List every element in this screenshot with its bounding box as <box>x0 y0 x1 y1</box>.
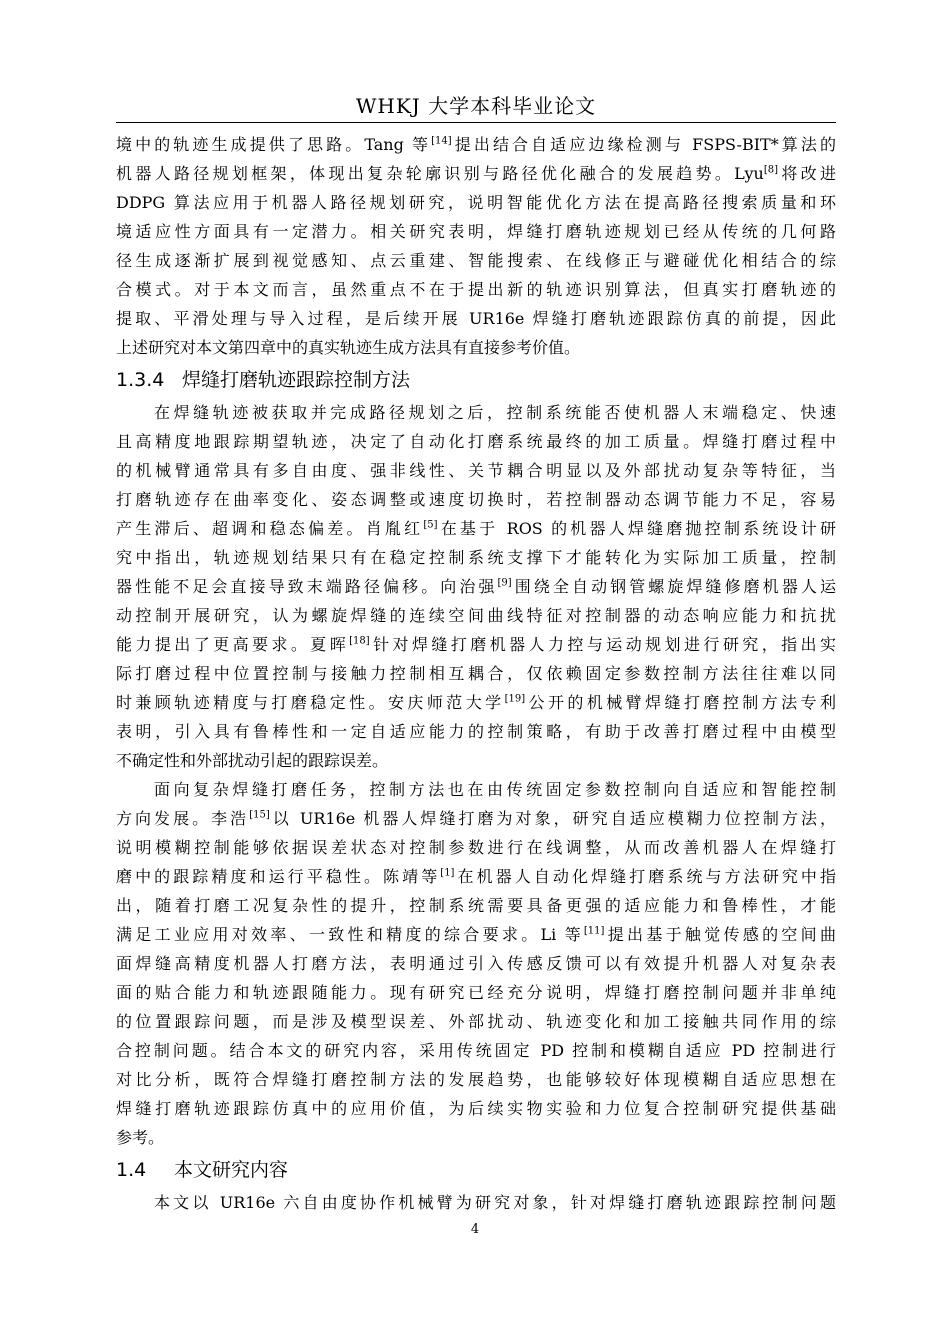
text-line: 径生成逐渐扩展到视觉感知、点云重建、智能搜索、在线修正与避碰优化相结合的综 <box>116 251 836 270</box>
citation-marker: [9] <box>497 577 512 589</box>
heading-number: 1.4 <box>116 1159 147 1181</box>
citation-marker: [19] <box>504 693 526 705</box>
text-line: 究中指出，轨迹规划结果只有在稳定控制系统支撑下才能转化为实际加工质量，控制 <box>116 548 836 567</box>
text-line: 时兼顾轨迹精度与打磨稳定性。安庆师范大学[19]公开的机械臂焊缝打磨控制方法专利 <box>116 693 836 712</box>
paragraph-1 <box>116 130 836 362</box>
text-line: 不确定性和外部扰动引起的跟踪误差。 <box>116 751 389 770</box>
text-line: 打磨轨迹存在曲率变化、姿态调整或速度切换时，若控制器动态调节能力不足，容易 <box>116 490 836 509</box>
text-line: 面向复杂焊缝打磨任务，控制方法也在由传统固定参数控制向自适应和智能控制 <box>154 780 836 799</box>
text-line: 合模式。对于本文而言，虽然重点不在于提出新的轨迹识别算法，但真实打磨轨迹的 <box>116 280 836 299</box>
text-line: 且高精度地跟踪期望轨迹，决定了自动化打磨系统最终的加工质量。焊缝打磨过程中 <box>116 432 836 451</box>
text-line: 出，随着打磨工况复杂性的提升，控制系统需要具备更强的适应能力和鲁棒性，才能 <box>116 896 836 915</box>
heading-number: 1.3.4 <box>116 369 165 391</box>
text-line: 说明模糊控制能够依据误差状态对控制参数进行在线调整，从而改善机器人在焊缝打 <box>116 838 836 857</box>
text-line: 的位置跟踪问题，而是涉及模型误差、外部扰动、轨迹变化和加工接触共同作用的综 <box>116 1012 836 1031</box>
text-line: 器性能不足会直接导致末端路径偏移。向治强[9]围绕全自动钢管螺旋焊缝修磨机器人运 <box>116 577 836 596</box>
text-line: 参考。 <box>116 1128 165 1147</box>
text-line: 合控制问题。结合本文的研究内容，采用传统固定 PD 控制和模糊自适应 PD 控制进行 <box>116 1041 836 1060</box>
text-line: 动控制开展研究，认为螺旋焊缝的连续空间曲线特征对控制器的动态响应能力和抗扰 <box>116 606 836 625</box>
citation-marker: [18] <box>349 635 370 647</box>
text-line: 产生滞后、超调和稳态偏差。肖胤红[5]在基于 ROS 的机器人焊缝磨抛控制系统设计研 <box>116 519 836 538</box>
paragraph-2 <box>116 398 836 775</box>
running-header: WHKJ 大学本科毕业论文 <box>355 94 597 118</box>
page-number: 4 <box>470 1222 480 1237</box>
text-line: DDPG 算法应用于机器人路径规划研究，说明智能优化方法在提高路径搜索质量和环 <box>116 193 836 212</box>
citation-marker: [14] <box>431 135 452 147</box>
text-line: 面焊缝高精度机器人打磨方法，表明通过引入传感反馈可以有效提升机器人对复杂表 <box>116 954 836 973</box>
text-line: 提取、平滑处理与导入过程，是后续开展 UR16e 焊缝打磨轨迹跟踪仿真的前提，因此 <box>116 309 836 328</box>
text-line: 的机械臂通常具有多自由度、强非线性、关节耦合明显以及外部扰动复杂等特征，当 <box>116 461 836 480</box>
text-line: 磨中的跟踪精度和运行平稳性。陈靖等[1]在机器人自动化焊缝打磨系统与方法研究中指 <box>116 867 836 886</box>
text-line: 方向发展。李浩[15]以 UR16e 机器人焊缝打磨为对象，研究自适应模糊力位控制方法， <box>116 809 836 828</box>
heading-title: 焊缝打磨轨迹跟踪控制方法 <box>182 369 411 391</box>
text-line: 本文以 UR16e 六自由度协作机械臂为研究对象，针对焊缝打磨轨迹跟踪控制问题 <box>154 1193 836 1212</box>
text-line: 能力提出了更高要求。夏晖[18]针对焊缝打磨机器人力控与运动规划进行研究，指出实 <box>116 635 836 654</box>
text-line: 表明，引入具有鲁棒性和一定自适应能力的控制策略，有助于改善打磨过程中由模型 <box>116 722 836 741</box>
text-line: 焊缝打磨轨迹跟踪仿真中的应用价值，为后续实物实验和力位复合控制研究提供基础 <box>116 1099 836 1118</box>
text-line: 在焊缝轨迹被获取并完成路径规划之后，控制系统能否使机器人末端稳定、快速 <box>154 403 836 422</box>
text-line: 对比分析，既符合焊缝打磨控制方法的发展趋势，也能够较好体现模糊自适应思想在 <box>116 1070 836 1089</box>
text-line: 际打磨过程中位置控制与接触力控制相互耦合，仅依赖固定参数控制方法往往难以同 <box>116 664 836 683</box>
paragraph-3 <box>116 775 836 1152</box>
text-line: 境适应性方面具有一定潜力。相关研究表明，焊缝打磨轨迹规划已经从传统的几何路 <box>116 222 836 241</box>
citation-marker: [1] <box>440 867 455 879</box>
paragraph-4 <box>116 1188 836 1217</box>
page-body <box>116 130 836 1217</box>
text-line: 境中的轨迹生成提供了思路。Tang 等[14]提出结合自适应边缘检测与 FSPS-BIT*算法的 <box>116 135 836 154</box>
text-line: 满足工业应用对效率、一致性和精度的综合要求。Li 等[11]提出基于触觉传感的空间曲 <box>116 925 836 944</box>
text-line: 上述研究对本文第四章中的真实轨迹生成方法具有直接参考价值。 <box>116 338 581 357</box>
citation-marker: [15] <box>249 809 270 821</box>
heading-title: 本文研究内容 <box>174 1159 289 1181</box>
citation-marker: [5] <box>423 519 438 531</box>
citation-marker: [8] <box>763 164 779 176</box>
citation-marker: [11] <box>583 925 605 937</box>
text-line: 面的贴合能力和轨迹跟随能力。现有研究已经充分说明，焊缝打磨控制问题并非单纯 <box>116 983 836 1002</box>
text-line: 机器人路径规划框架，体现出复杂轮廓识别与路径优化融合的发展趋势。Lyu[8]将改进 <box>116 164 836 183</box>
header-rule <box>116 122 836 123</box>
section-heading-1-3-4 <box>116 362 836 398</box>
section-heading-1-4 <box>116 1152 836 1188</box>
